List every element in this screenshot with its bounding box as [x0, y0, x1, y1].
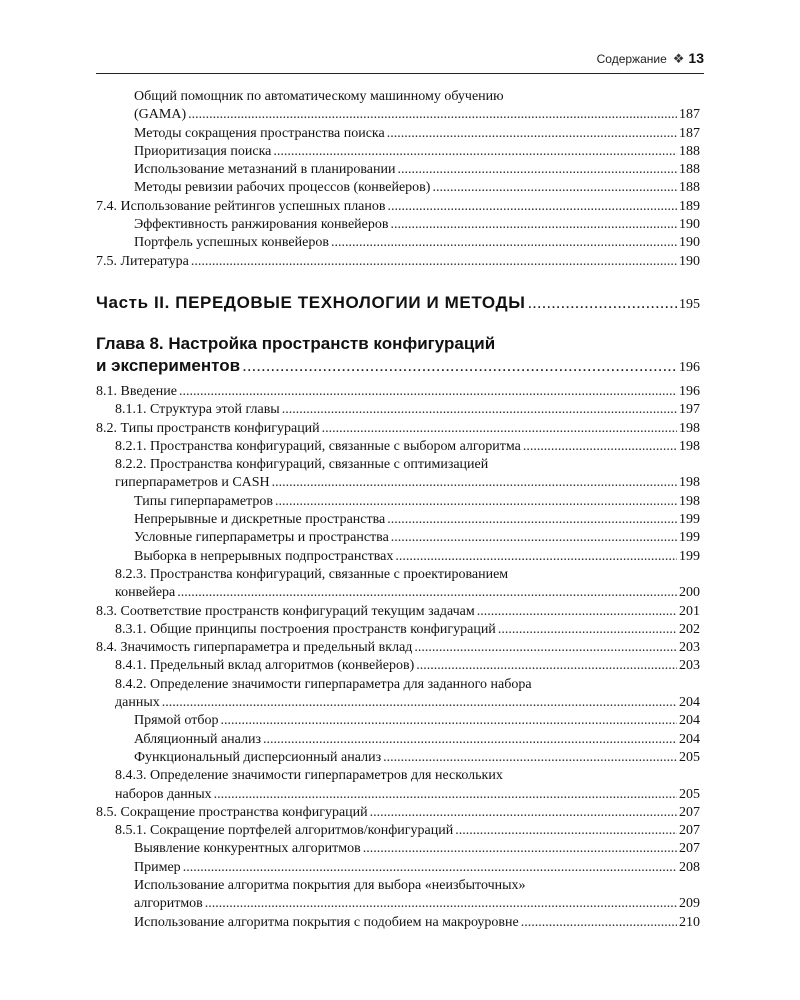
toc-entry-text: 8.1. Введение [96, 383, 177, 399]
leader-dots [383, 749, 677, 767]
toc-entry-page: 205 [679, 786, 700, 802]
toc-entry[interactable] [96, 383, 700, 401]
header-section-title: Содержание [596, 52, 667, 66]
toc-entry[interactable] [96, 603, 700, 621]
leader-dots [387, 511, 677, 529]
leader-dots [363, 840, 677, 858]
toc-entry[interactable] [96, 456, 700, 493]
leader-dots [220, 712, 677, 730]
toc-entry-text: 8.2. Типы пространств конфигураций [96, 420, 320, 436]
toc-entry[interactable] [96, 234, 700, 252]
toc-entry[interactable] [96, 198, 700, 216]
toc-entry[interactable] [96, 840, 700, 858]
toc-entry[interactable] [96, 88, 700, 125]
toc-entry-text: 8.3.1. Общие принципы построения пространств конфигураций [115, 621, 496, 637]
toc-entry[interactable] [96, 511, 700, 529]
toc-entry-page: 205 [679, 749, 700, 765]
toc-entry-page: 210 [679, 914, 700, 930]
leader-dots [331, 234, 677, 252]
leader-dots [272, 474, 677, 492]
toc-part-heading[interactable] [96, 291, 700, 317]
toc-entry[interactable] [96, 712, 700, 730]
toc-entry-text: данных [115, 695, 160, 711]
toc-entry[interactable] [96, 914, 700, 932]
toc-entry-page: 199 [679, 530, 700, 546]
toc-entry-text: Использование алгоритма покрытия для выбора «неизбыточных» [134, 877, 526, 893]
toc-entry[interactable] [96, 529, 700, 547]
toc-entry-text: Портфель успешных конвейеров [134, 235, 329, 251]
toc-entry-text: Методы ревизии рабочих процессов (конвейеров) [134, 180, 431, 196]
toc-entry-text: Непрерывные и дискретные пространства [134, 512, 386, 528]
leader-dots [205, 895, 677, 913]
toc-entry[interactable] [96, 179, 700, 197]
toc-entry-text: 8.4.1. Предельный вклад алгоритмов (конвейеров) [115, 658, 415, 674]
toc-entry-text: гиперпараметров и CASH [115, 475, 270, 491]
chapter-page: 196 [679, 359, 700, 375]
toc-entry[interactable] [96, 676, 700, 713]
toc-entry-text: (GAMA) [134, 107, 187, 123]
toc-entry-text: 8.3. Соответствие пространств конфигураций текущим задачам [96, 603, 475, 619]
toc-entry-page: 190 [679, 217, 700, 233]
toc-entry[interactable] [96, 639, 700, 657]
toc-entry-page: 209 [679, 896, 700, 912]
toc-entry-page: 203 [679, 640, 700, 656]
toc-entry-text: Условные гиперпараметры и пространства [134, 530, 389, 546]
toc-entry-page: 190 [679, 235, 700, 251]
leader-dots [242, 355, 677, 377]
running-header [96, 50, 704, 72]
toc-entry-page: 196 [679, 383, 700, 399]
leader-dots [414, 639, 677, 657]
toc-entry-page: 199 [679, 512, 700, 528]
toc-entry-page: 189 [679, 198, 700, 214]
toc-entry-text: Выборка в непрерывных подпространствах [134, 548, 394, 564]
toc-entry[interactable] [96, 621, 700, 639]
leader-dots [455, 822, 677, 840]
toc-entry-text: Абляционный анализ [134, 731, 262, 747]
toc-entry-text: 8.4.3. Определение значимости гиперпараметров для нескольких [115, 768, 503, 784]
toc-entry-text: 8.2.1. Пространства конфигураций, связанные с выбором алгоритма [115, 438, 521, 454]
toc-entry[interactable] [96, 859, 700, 877]
leader-dots [523, 438, 677, 456]
toc-entry-text: Эффективность ранжирования конвейеров [134, 217, 389, 233]
toc-entry-text: конвейера [115, 585, 176, 601]
toc-entry-page: 203 [679, 658, 700, 674]
header-rule [96, 73, 704, 74]
toc-entry-text: 8.2.2. Пространства конфигураций, связанные с оптимизацией [115, 457, 489, 473]
leader-dots [521, 914, 677, 932]
toc-entry[interactable] [96, 767, 700, 804]
leader-dots [477, 603, 677, 621]
toc-entry-page: 208 [679, 859, 700, 875]
toc-entry-page: 198 [679, 438, 700, 454]
toc-entry-text: Пример [134, 859, 181, 875]
toc-entry-text: наборов данных [115, 786, 212, 802]
leader-dots [391, 529, 677, 547]
toc-chapter-heading[interactable] [96, 355, 700, 379]
toc-entry-text: 8.4.2. Определение значимости гиперпараметра для заданного набора [115, 676, 532, 692]
leader-dots [391, 216, 678, 234]
toc-entry[interactable] [96, 804, 700, 822]
leader-dots [416, 657, 677, 675]
toc-entry-page: 187 [679, 125, 700, 141]
leader-dots [395, 548, 677, 566]
leader-dots [498, 621, 677, 639]
toc-entry-page: 200 [679, 585, 700, 601]
toc-entry[interactable] [96, 401, 700, 419]
leader-dots [370, 804, 677, 822]
toc-entry-page: 190 [679, 253, 700, 269]
toc-entry-page: 204 [679, 713, 700, 729]
table-of-contents [96, 88, 700, 932]
toc-entry-page: 197 [679, 402, 700, 418]
chapter-title-line1: Глава 8. Настройка пространств конфигураций [96, 333, 496, 353]
toc-entry[interactable] [96, 877, 700, 914]
toc-entry[interactable] [96, 253, 700, 271]
toc-entry-text: Использование алгоритма покрытия с подобием на макроуровне [134, 914, 519, 930]
part-title: Часть II. ПЕРЕДОВЫЕ ТЕХНОЛОГИИ И МЕТОДЫ [96, 292, 526, 312]
leader-dots [275, 493, 677, 511]
leader-dots [179, 383, 677, 401]
toc-entry-page: 188 [679, 162, 700, 178]
toc-entry-text: Общий помощник по автоматическому машинному обучению [134, 89, 504, 104]
leader-dots [191, 253, 677, 271]
toc-entry[interactable] [96, 493, 700, 511]
toc-entry[interactable] [96, 438, 700, 456]
toc-entry-page: 207 [679, 823, 700, 839]
toc-entry[interactable] [96, 749, 700, 767]
leader-dots [177, 584, 677, 602]
ornament-icon: ❖ [672, 51, 685, 66]
toc-entry-text: 8.5.1. Сокращение портфелей алгоритмов/конфигураций [115, 823, 454, 839]
toc-entry[interactable] [96, 822, 700, 840]
leader-dots [322, 420, 677, 438]
toc-entry-text: алгоритмов [134, 896, 203, 912]
leader-dots [263, 731, 677, 749]
part-page: 195 [679, 296, 700, 312]
leader-dots [273, 143, 677, 161]
toc-entry-text: Методы сокращения пространства поиска [134, 125, 385, 141]
header-page-number: 13 [688, 50, 704, 66]
toc-entry-page: 188 [679, 143, 700, 159]
toc-entry-page: 188 [679, 180, 700, 196]
leader-dots [188, 106, 677, 124]
toc-entry-page: 201 [679, 603, 700, 619]
toc-entry-text: 8.2.3. Пространства конфигураций, связанные с проектированием [115, 566, 509, 582]
toc-entry-page: 199 [679, 548, 700, 564]
toc-entry-text: 8.1.1. Структура этой главы [115, 402, 280, 418]
toc-section-chapter-8 [96, 383, 700, 932]
toc-entry-text: Выявление конкурентных алгоритмов [134, 841, 361, 857]
toc-entry[interactable] [96, 657, 700, 675]
toc-entry-text: 8.5. Сокращение пространства конфигураций [96, 804, 368, 820]
toc-entry-text: Функциональный дисперсионный анализ [134, 749, 382, 765]
toc-entry-text: Типы гиперпараметров [134, 493, 273, 509]
leader-dots [214, 786, 677, 804]
toc-entry-page: 198 [679, 493, 700, 509]
leader-dots [388, 198, 678, 216]
toc-entry-page: 198 [679, 475, 700, 491]
toc-entry[interactable] [96, 143, 700, 161]
toc-entry-page: 204 [679, 695, 700, 711]
chapter-title-line2: и экспериментов [96, 355, 241, 375]
toc-entry-text: 8.4. Значимость гиперпараметра и предельный вклад [96, 640, 413, 656]
toc-entry[interactable] [96, 125, 700, 143]
leader-dots [183, 859, 677, 877]
leader-dots [527, 291, 677, 315]
toc-entry-text: 7.4. Использование рейтингов успешных планов [96, 198, 386, 214]
toc-entry[interactable] [96, 548, 700, 566]
toc-entry[interactable] [96, 420, 700, 438]
toc-entry-text: Прямой отбор [134, 713, 219, 729]
toc-entry[interactable] [96, 161, 700, 179]
toc-entry-text: 7.5. Литература [96, 253, 189, 269]
toc-entry-text: Использование метазнаний в планировании [134, 162, 396, 178]
toc-entry-page: 198 [679, 420, 700, 436]
toc-entry[interactable] [96, 216, 700, 234]
toc-entry-page: 187 [679, 107, 700, 123]
toc-entry-page: 204 [679, 731, 700, 747]
leader-dots [387, 125, 677, 143]
toc-entry-text: Приоритизация поиска [134, 143, 272, 159]
leader-dots [282, 401, 677, 419]
leader-dots [432, 179, 677, 197]
toc-section-chapter-7 [96, 88, 700, 271]
toc-entry-page: 202 [679, 621, 700, 637]
toc-entry-page: 207 [679, 804, 700, 820]
leader-dots [162, 694, 677, 712]
toc-entry-page: 207 [679, 841, 700, 857]
toc-entry[interactable] [96, 566, 700, 603]
leader-dots [397, 161, 677, 179]
toc-entry[interactable] [96, 731, 700, 749]
